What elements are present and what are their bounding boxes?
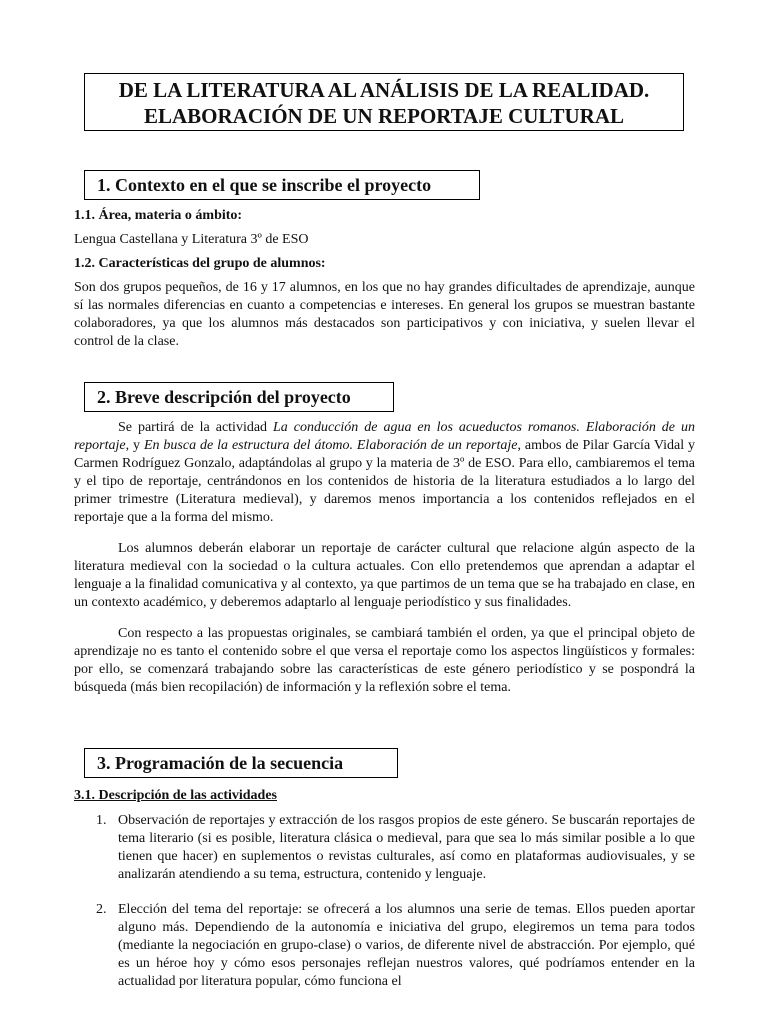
section-2-body bbox=[74, 419, 695, 697]
subsection-1-2-heading: 1.2. Características del grupo de alumnos: bbox=[74, 256, 326, 271]
document-title bbox=[84, 73, 684, 131]
section-1-heading: 1. Contexto en el que se inscribe el proyecto bbox=[84, 170, 480, 200]
paragraph-3: Con respecto a las propuestas originales, se cambiará también el orden, ya que el principal objeto de aprendizaje no es tanto el contenido sobre el que versa el reportaje como los aspectos lingüísticos y formales: por ello, se comenzará trabajando sobre las características de este género periodístico y se pospondrá la búsqueda (más bien recopilación) de información y la reflexión sobre el tema. bbox=[74, 626, 695, 695]
paragraph-1-text-b: , y bbox=[125, 438, 144, 453]
list-item-number: 2. bbox=[96, 902, 107, 917]
paragraph-1-italic-title-1: La conducción de agua en los acueductos romanos. Elaboración de un reportaje bbox=[74, 420, 695, 453]
section-2-heading: 2. Breve descripción del proyecto bbox=[84, 382, 394, 412]
list-item-number: 1. bbox=[96, 813, 107, 828]
paragraph-2: Los alumnos deberán elaborar un reportaje de carácter cultural que relacione algún aspecto de la literatura medieval con la sociedad o la cultura actuales. Con ello pretendemos que aprendan a adaptar el lenguaje a la finalidad comunicativa y al contexto, ya que partimos de un tema que se ha trabajado en clase, en un contexto académico, y deberemos adaptarlo al lenguaje periodístico y sus finalidades. bbox=[74, 541, 695, 610]
subsection-3-1-heading: 3.1. Descripción de las actividades bbox=[74, 788, 277, 803]
list-item-text: Observación de reportajes y extracción de los rasgos propios de este género. Se buscarán reportajes de tema literario (si es posible, literatura clásica o medieval, para que sea lo más similar posible a lo que tienen que hacer) en suplementos o revistas culturales, así como en plataformas audiovisuales, y se analizarán atendiendo a su tema, estructura, contenido y lenguaje. bbox=[118, 813, 695, 882]
paragraph-1-italic-title-2: En busca de la estructura del átomo. Elaboración de un reportaje bbox=[143, 438, 518, 453]
subsection-1-1-heading: 1.1. Área, materia o ámbito: bbox=[74, 208, 243, 223]
subsection-1-2-text: Son dos grupos pequeños, de 16 y 17 alumnos, en los que no hay grandes dificultades de aprendizaje, aunque sí las normales diferencias en cuanto a competencias e intereses. En general los grupos se muestran bastante colaboradores, ya que los alumnos más destacados son participativos y con iniciativa, y suelen llevar el control de la clase. bbox=[74, 280, 695, 349]
section-1-body bbox=[74, 207, 695, 351]
subsection-1-1-text: Lengua Castellana y Literatura 3º de ESO bbox=[74, 232, 309, 247]
activities-list bbox=[74, 812, 695, 991]
list-item bbox=[74, 812, 695, 884]
paragraph-1-text-a: Se partirá de la actividad bbox=[118, 420, 274, 435]
paragraph-1 bbox=[74, 419, 695, 527]
title-line-2: ELABORACIÓN DE UN REPORTAJE CULTURAL bbox=[144, 104, 624, 128]
title-line-1: DE LA LITERATURA AL ANÁLISIS DE LA REALIDAD. bbox=[118, 78, 650, 102]
section-3-heading: 3. Programación de la secuencia bbox=[84, 748, 398, 778]
list-item bbox=[74, 901, 695, 991]
paragraph-1-text-c: , ambos de Pilar García Vidal y Carmen Rodríguez Gonzalo, adaptándolas al grupo y la materia de 3º de ESO. Para ello, cambiaremos el tema y el tipo de reportaje, centrándonos en los contenidos de historia de la literatura estudiados a lo largo del primer trimestre (Literatura medieval), y daremos menos importancia a los contenidos reflejados en el reportaje que a la forma del mismo. bbox=[74, 438, 696, 525]
list-item-text: Elección del tema del reportaje: se ofrecerá a los alumnos una serie de temas. Ellos pueden aportar alguno más. Dependiendo de la autonomía e iniciativa del grupo, elegiremos un tema para todos (mediante la negociación en grupo-clase) o varios, de diferente nivel de abstracción. Por ejemplo, qué es un héroe hoy y cómo esos personajes reflejan nuestros valores, qué podríamos entender en la actualidad por literatura popular, cómo funciona el bbox=[118, 902, 695, 989]
subsection-3-1-heading-wrap bbox=[74, 787, 695, 805]
